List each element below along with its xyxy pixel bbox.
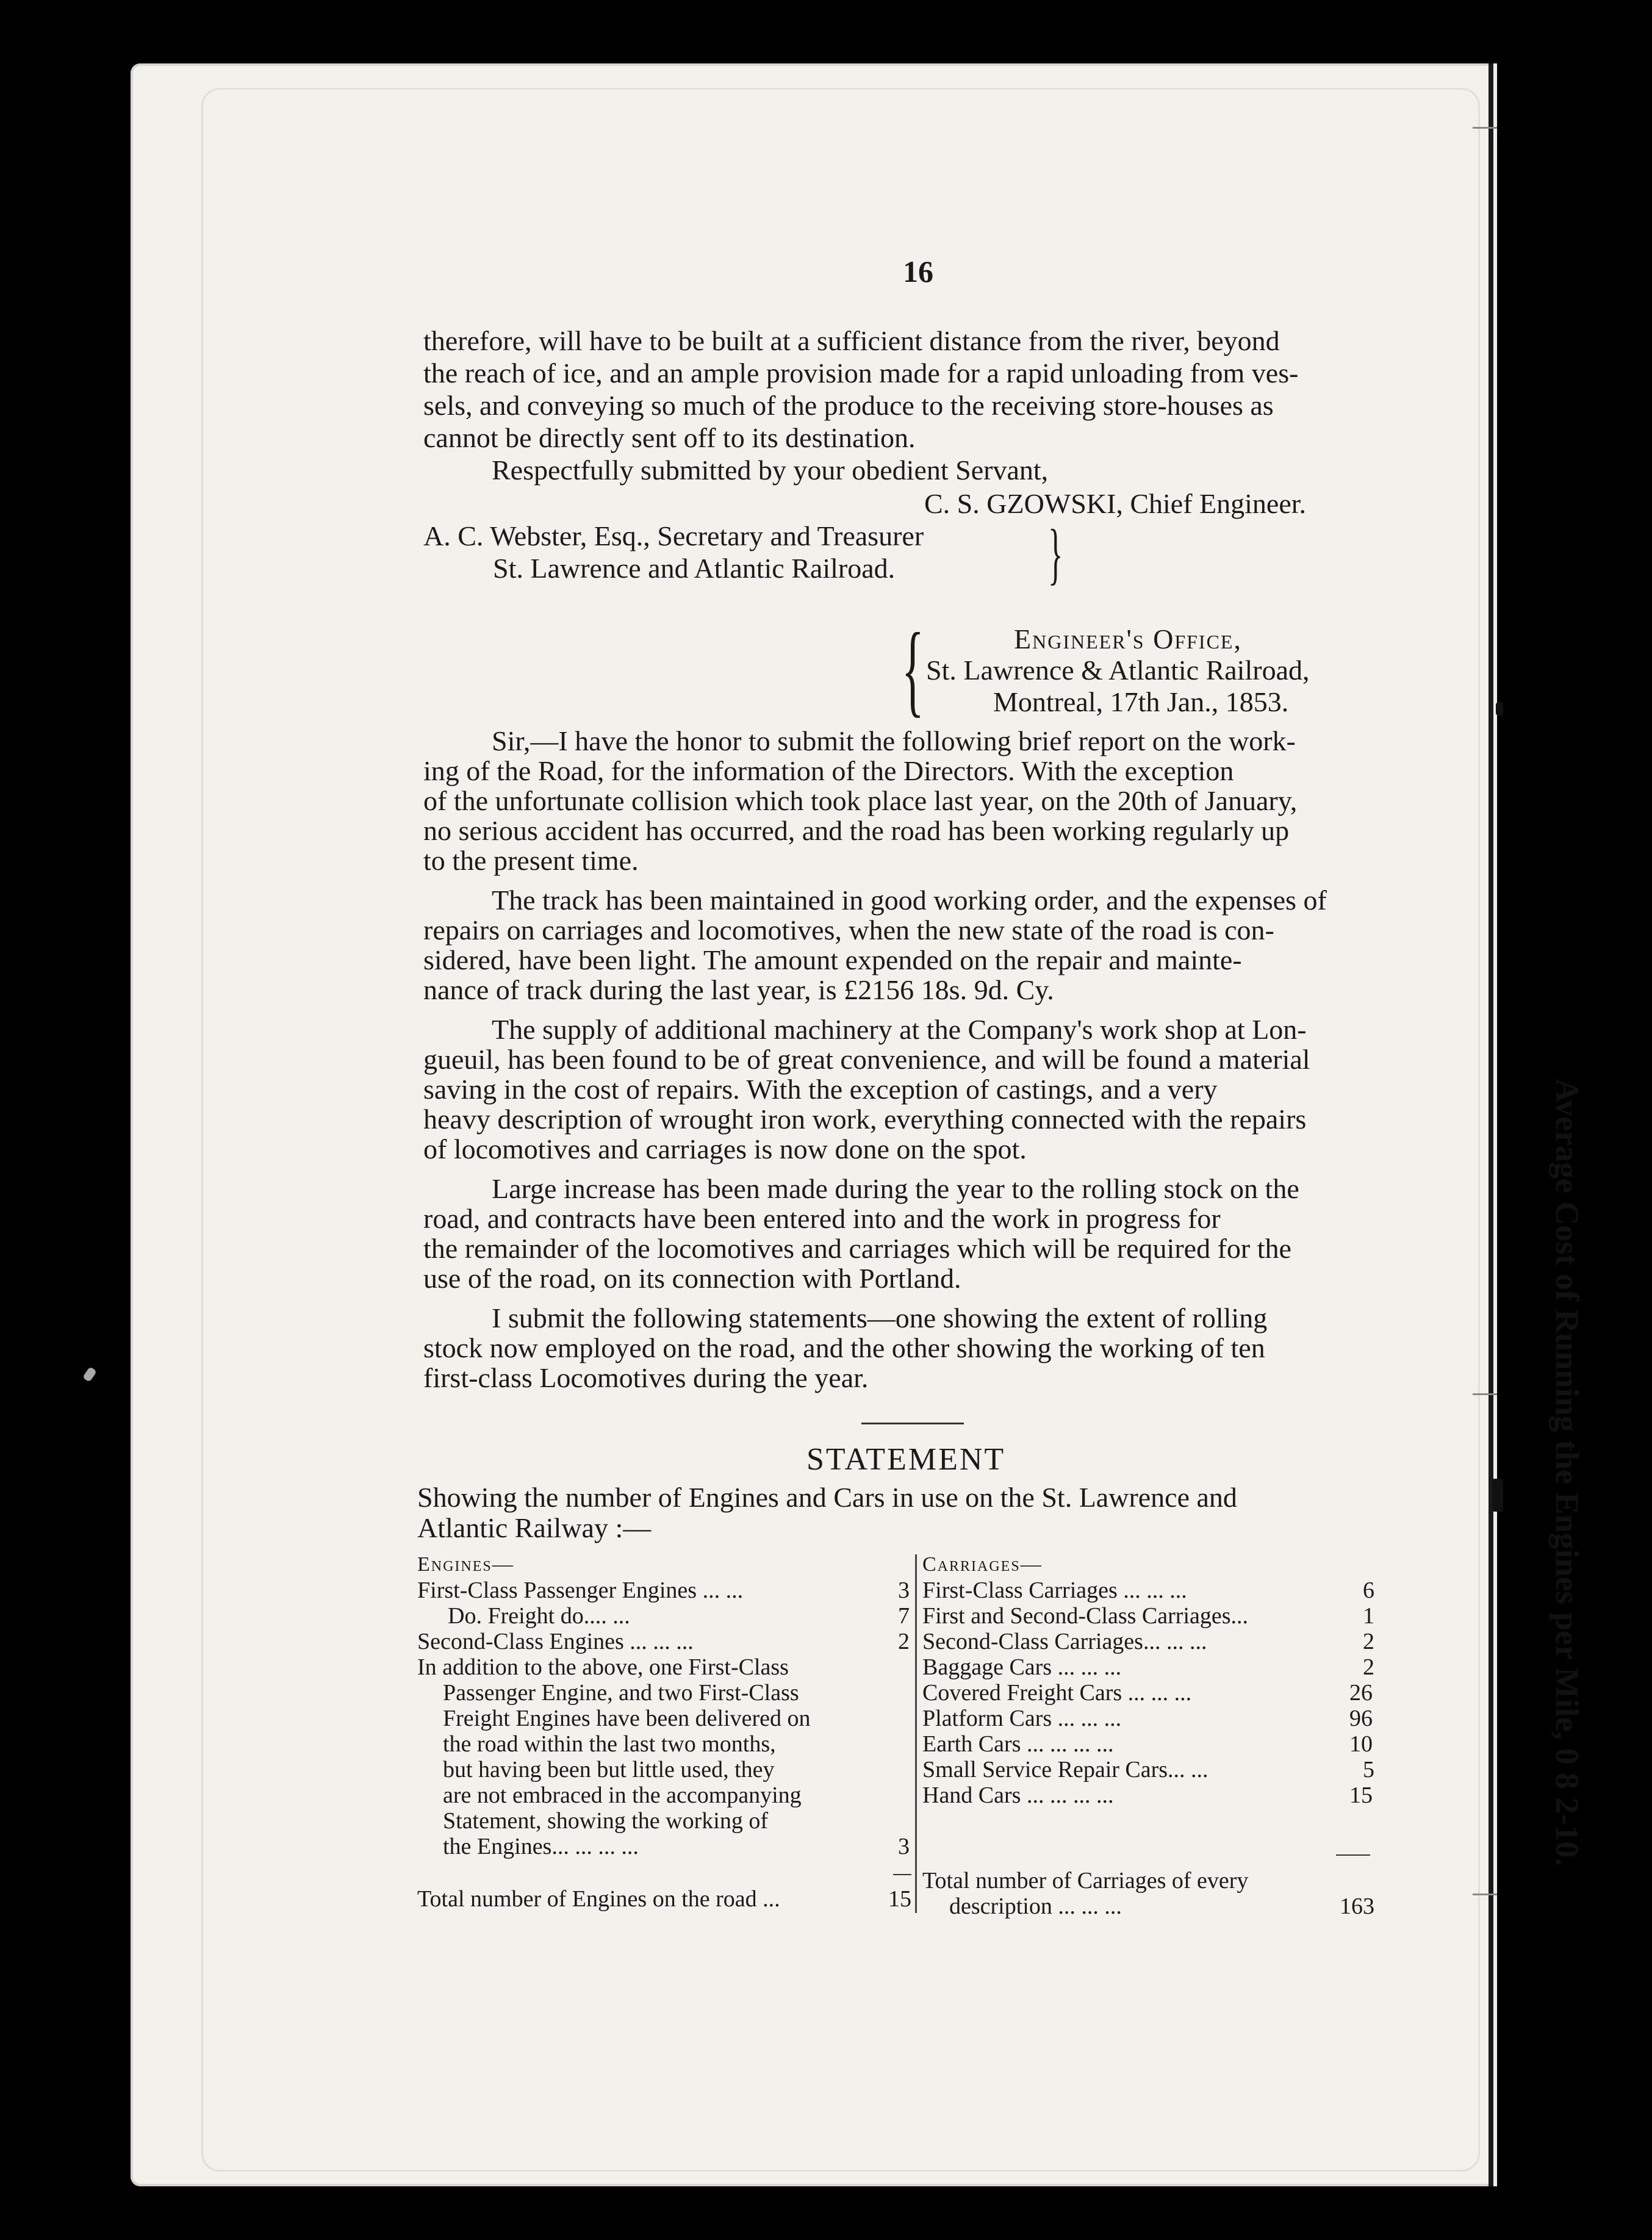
body-line: Sir,—I have the honor to submit the following brief report on the work- (492, 725, 1296, 756)
letterhead-date: Montreal, 17th Jan., 1853. (993, 686, 1289, 717)
carriages-row-value: 96 (1349, 1706, 1373, 1731)
statement-intro: Showing the number of Engines and Cars in use on the St. Lawrence and (417, 1482, 1237, 1513)
sum-rule (893, 1874, 911, 1875)
brace-mark: { (902, 612, 924, 727)
carriages-row-label: Second-Class Carriages... ... ... (922, 1629, 1207, 1654)
carriages-row-label: Hand Cars ... ... ... ... (922, 1782, 1114, 1808)
body-line: sidered, have been light. The amount expended on the repair and mainte- (423, 944, 1242, 975)
signature: C. S. GZOWSKI, Chief Engineer. (924, 488, 1307, 519)
letterhead-office: Engineer's Office, (1014, 623, 1242, 655)
body-line: use of the road, on its connection with Portland. (423, 1263, 961, 1294)
foldout-tick (1473, 1393, 1497, 1395)
engines-note-value: 3 (898, 1834, 910, 1859)
engines-total-label: Total number of Engines on the road ... (417, 1886, 780, 1912)
fold-shadow (1489, 63, 1493, 2186)
body-line: The track has been maintained in good working order, and the expenses of (492, 885, 1327, 916)
paper-speck (82, 1366, 97, 1382)
brace-mark: } (1048, 516, 1063, 592)
ink-speck (1496, 702, 1503, 716)
carriages-total-label: description ... ... ... (949, 1894, 1122, 1919)
foldout-table-title: Average Cost of Running the Engines per Mile, 0 8 2-10. (1549, 1079, 1586, 1866)
body-line: heavy description of wrought iron work, everything connected with the repairs (423, 1104, 1307, 1135)
engines-row-value: 2 (898, 1629, 910, 1654)
carriages-row-label: Earth Cars ... ... ... ... (922, 1731, 1114, 1757)
carriages-row-label: Baggage Cars ... ... ... (922, 1654, 1122, 1680)
carriages-total-value: 163 (1340, 1894, 1374, 1919)
body-line: The supply of additional machinery at the Company's work shop at Lon- (492, 1014, 1307, 1045)
foldout-edge (1493, 63, 1497, 2186)
letterhead-company: St. Lawrence & Atlantic Railroad, (926, 655, 1310, 686)
body-line: the reach of ice, and an ample provision made for a rapid unloading from ves- (423, 357, 1299, 389)
engines-note-line: the road within the last two months, (443, 1731, 776, 1757)
engines-header: Engines— (417, 1553, 514, 1576)
foldout-tick (1473, 127, 1497, 129)
body-line: of the unfortunate collision which took place last year, on the 20th of January, (423, 785, 1298, 816)
carriages-row-label: First and Second-Class Carriages... (922, 1603, 1249, 1629)
sum-rule (1336, 1854, 1370, 1856)
engines-note-line: Statement, showing the working of (443, 1808, 768, 1834)
body-line: stock now employed on the road, and the other showing the working of ten (423, 1332, 1265, 1363)
carriages-row-label: Platform Cars ... ... ... (922, 1706, 1122, 1731)
body-line: saving in the cost of repairs. With the exception of castings, and a very (423, 1074, 1218, 1105)
column-divider (915, 1554, 917, 1913)
engines-row-value: 3 (898, 1578, 910, 1603)
body-line: road, and contracts have been entered into and the work in progress for (423, 1203, 1221, 1234)
ink-blot (1492, 1479, 1503, 1512)
carriages-row-label: Covered Freight Cars ... ... ... (922, 1680, 1192, 1706)
body-line: no serious accident has occurred, and the road has been working regularly up (423, 815, 1290, 846)
carriages-row-label: Small Service Repair Cars... ... (922, 1757, 1208, 1782)
body-line: first-class Locomotives during the year. (423, 1362, 869, 1393)
engines-row-value: 7 (898, 1603, 910, 1629)
body-line: nance of track during the last year, is £2156 18s. 9d. Cy. (423, 974, 1054, 1005)
body-line: Large increase has been made during the year to the rolling stock on the (492, 1173, 1299, 1204)
closing-line: Respectfully submitted by your obedient Servant, (492, 454, 1049, 486)
engines-row-label: Do. Freight do.... ... (448, 1603, 630, 1629)
body-line: therefore, will have to be built at a sufficient distance from the river, beyond (423, 325, 1280, 356)
carriages-header: Carriages— (922, 1553, 1043, 1576)
page-number: 16 (903, 254, 933, 289)
statement-intro: Atlantic Railway :— (417, 1512, 652, 1543)
addressee-line: St. Lawrence and Atlantic Railroad. (493, 553, 896, 584)
foldout-tick (1473, 1894, 1497, 1895)
carriages-row-value: 26 (1349, 1680, 1373, 1706)
body-line: of locomotives and carriages is now done on the spot. (423, 1133, 1027, 1165)
body-line: repairs on carriages and locomotives, when the new state of the road is con- (423, 914, 1274, 946)
engines-row-label: Second-Class Engines ... ... ... (417, 1629, 694, 1654)
engines-note-line: In addition to the above, one First-Class (417, 1654, 789, 1680)
body-line: sels, and conveying so much of the produce to the receiving store-houses as (423, 390, 1274, 421)
engines-note-line: but having been but little used, they (443, 1757, 775, 1782)
carriages-row-label: First-Class Carriages ... ... ... (922, 1578, 1187, 1603)
carriages-row-value: 15 (1349, 1782, 1373, 1808)
carriages-row-value: 2 (1363, 1654, 1374, 1680)
carriages-row-value: 10 (1349, 1731, 1373, 1757)
engines-note-line: Freight Engines have been delivered on (443, 1706, 811, 1731)
section-rule (861, 1423, 964, 1424)
engines-note-line: the Engines... ... ... ... (443, 1834, 639, 1859)
body-line: ing of the Road, for the information of the Directors. With the exception (423, 755, 1234, 786)
body-line: gueuil, has been found to be of great convenience, and will be found a material (423, 1044, 1310, 1075)
engines-row-label: First-Class Passenger Engines ... ... (417, 1578, 744, 1603)
carriages-total-label: Total number of Carriages of every (922, 1868, 1249, 1894)
statement-heading: STATEMENT (806, 1442, 1006, 1477)
body-line: to the present time. (423, 845, 639, 876)
engines-note-line: are not embraced in the accompanying (443, 1782, 802, 1808)
body-line: I submit the following statements—one showing the extent of rolling (492, 1302, 1268, 1334)
carriages-row-value: 1 (1363, 1603, 1374, 1629)
engines-total-value: 15 (888, 1886, 911, 1912)
addressee-line: A. C. Webster, Esq., Secretary and Treasurer (423, 520, 924, 551)
engines-note-line: Passenger Engine, and two First-Class (443, 1680, 799, 1706)
carriages-row-value: 5 (1363, 1757, 1374, 1782)
carriages-row-value: 2 (1363, 1629, 1374, 1654)
body-line: the remainder of the locomotives and carriages which will be required for the (423, 1233, 1291, 1264)
body-line: cannot be directly sent off to its destination. (423, 422, 916, 453)
carriages-row-value: 6 (1363, 1578, 1374, 1603)
